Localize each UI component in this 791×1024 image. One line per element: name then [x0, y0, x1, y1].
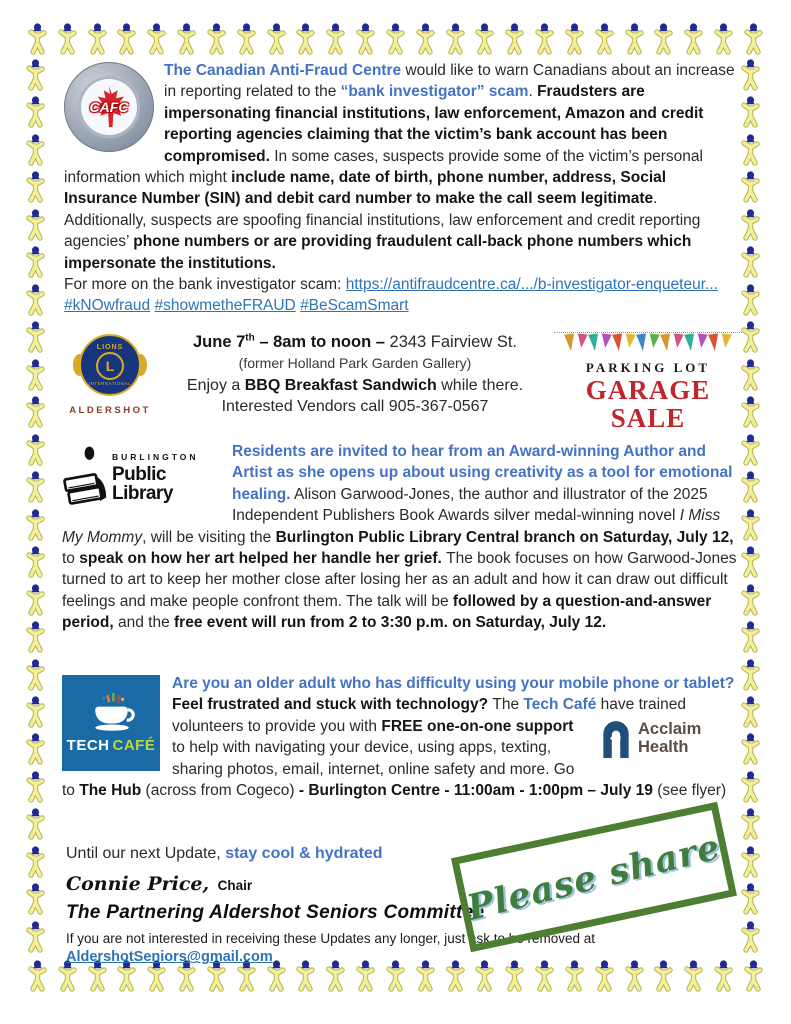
library-city-label: BURLINGTON — [111, 452, 199, 463]
cafc-abbreviation: CAFC — [89, 99, 129, 115]
dancing-star-icon — [25, 920, 46, 954]
dancing-star-icon — [325, 22, 346, 56]
event-bbq-line — [156, 375, 554, 396]
dancing-star-icon — [25, 470, 46, 504]
text-segment: For more on the bank investigator scam: — [64, 276, 346, 294]
acclaim-arch-icon — [600, 718, 632, 758]
pennant-flag-icon — [612, 334, 624, 352]
acclaim-line1: Acclaim — [638, 719, 702, 738]
text-segment: Alison Garwood-Jones, the author and illustrator of the 2025 Independent Publishers Book Awards silver medal-winning novel — [232, 485, 708, 525]
dancing-star-icon — [25, 58, 46, 92]
pennant-flag-icon — [708, 334, 720, 352]
pennant-flag-icon — [672, 334, 683, 349]
text-segment: Are you an older adult who has difficulty using your mobile phone or tablet? — [172, 675, 735, 692]
dancing-star-icon — [87, 22, 108, 56]
dancing-star-icon — [594, 22, 615, 56]
pennant-flag-icon — [624, 334, 635, 349]
dancing-star-icon — [740, 807, 761, 841]
dancing-star-icon — [27, 959, 48, 993]
reader-books-icon — [62, 443, 108, 513]
dancing-star-icon — [740, 695, 761, 729]
hashtag-knowfraud-link[interactable]: #kNOwfraud — [64, 297, 151, 315]
tech-cafe-paragraph — [62, 673, 742, 801]
dancing-star-icon — [25, 807, 46, 841]
unsubscribe-note: If you are not interested in receiving these Updates any longer, just ask to be removed at — [66, 931, 596, 947]
text-segment: Fraudsters are impersonating financial institutions, law enforcement, Amazon and credit reporting agencies claiming that the victim’s bank account has been compromised. — [164, 83, 704, 165]
acclaim-health-wordmark — [638, 720, 701, 756]
text-segment: (former Holland Park Garden Gallery) — [238, 355, 472, 372]
dancing-star-icon — [740, 508, 761, 542]
text-segment: phone numbers or are providing fraudulent call-back phone numbers which impersonate the institutions. — [64, 233, 692, 272]
burlington-public-library-logo — [62, 443, 222, 513]
event-date-line — [156, 332, 554, 353]
dancing-star-icon — [295, 22, 316, 56]
dancing-star-icon — [740, 845, 761, 879]
dancing-star-icon — [740, 283, 761, 317]
dancing-star-icon — [25, 508, 46, 542]
pennant-flag-icon — [660, 334, 672, 352]
cafe-label: CAFÉ — [112, 737, 156, 754]
dancing-star-icon — [740, 545, 761, 579]
tech-label: TECH — [66, 737, 110, 754]
dancing-star-icon — [740, 770, 761, 804]
lions-club-name: ALDERSHOT — [69, 405, 151, 416]
pennant-flag-icon — [720, 334, 731, 349]
dancing-star-icon — [25, 658, 46, 692]
dancing-star-icon — [25, 732, 46, 766]
antifraud-centre-link[interactable]: https://antifraudcentre.ca/.../b-investigator-enqueteur... — [345, 276, 718, 294]
tech-cafe-logo — [62, 675, 160, 771]
dancing-star-icon — [740, 583, 761, 617]
signature-title: Chair — [217, 878, 253, 894]
text-segment: June 7 — [193, 333, 246, 351]
dancing-star-icon — [25, 283, 46, 317]
star-border-top — [27, 22, 764, 56]
text-segment: FREE one-on-one support — [381, 717, 574, 735]
coffee-cup-icon — [85, 693, 137, 735]
text-segment: The book focuses on how Garwood-Jones turned to art to keep her mother close after losing her as an adult and how it can draw out difficult feelings and make people confront them. The talk will be — [62, 550, 737, 610]
dancing-star-icon — [564, 22, 585, 56]
acclaim-line2: Health — [638, 737, 689, 756]
text-segment: BBQ Breakfast Sandwich — [244, 376, 437, 394]
dancing-star-icon — [504, 22, 525, 56]
dancing-star-icon — [25, 882, 46, 916]
pennant-flag-icon — [696, 334, 707, 349]
text-segment: The Canadian Anti-Fraud Centre — [164, 62, 406, 79]
please-share-text: Please share — [463, 825, 725, 929]
dancing-star-icon — [206, 22, 227, 56]
dancing-star-icon — [25, 395, 46, 429]
dancing-star-icon — [740, 170, 761, 204]
dancing-star-icon — [740, 395, 761, 429]
dancing-star-icon — [25, 433, 46, 467]
dancing-star-icon — [740, 208, 761, 242]
dancing-star-icon — [25, 770, 46, 804]
text-segment: while there. — [436, 376, 524, 394]
text-segment: The — [492, 696, 524, 714]
text-segment: Enjoy a — [186, 376, 245, 394]
dancing-star-icon — [740, 320, 761, 354]
text-segment: 2343 Fairview St. — [389, 333, 517, 351]
pennant-flag-icon — [564, 334, 576, 352]
dancing-star-icon — [355, 22, 376, 56]
dancing-star-icon — [25, 845, 46, 879]
text-segment: (see flyer) — [652, 782, 727, 800]
dancing-star-icon — [713, 22, 734, 56]
dancing-star-icon — [25, 170, 46, 204]
text-segment: . — [528, 83, 538, 101]
dancing-star-icon — [534, 22, 555, 56]
text-segment: Burlington Public Library Central branch on Saturday, July 12, — [275, 528, 734, 546]
footer-section — [66, 825, 742, 966]
text-segment: - Burlington Centre - 11:00am - 1:00pm – July 19 — [298, 782, 653, 800]
dancing-star-icon — [146, 22, 167, 56]
dancing-star-icon — [740, 620, 761, 654]
unsubscribe-email-link[interactable]: AldershotSeniors@gmail.com — [66, 949, 273, 966]
cafc-seal-center — [78, 76, 140, 138]
text-segment: speak on how her art helped her handle her grief. — [79, 550, 447, 568]
dancing-star-icon — [740, 95, 761, 129]
dancing-star-icon — [266, 22, 287, 56]
dancing-star-icon — [743, 22, 764, 56]
lions-logo-bottom-text: INTERNATIONAL — [88, 381, 132, 386]
dancing-star-icon — [624, 22, 645, 56]
text-segment: th — [245, 332, 255, 344]
dancing-star-icon — [740, 133, 761, 167]
dancing-star-icon — [415, 22, 436, 56]
hashtag-bescamsmart-link[interactable]: #BeScamSmart — [300, 297, 409, 315]
dancing-star-icon — [740, 920, 761, 954]
text-segment: I Miss My Mommy — [62, 507, 721, 546]
text-segment: have trained volunteers to provide you with — [172, 696, 686, 735]
dancing-star-icon — [740, 58, 761, 92]
text-segment: (across from Cogeco) — [141, 782, 299, 800]
dancing-star-icon — [653, 22, 674, 56]
text-segment: – 8am to noon – — [254, 333, 390, 351]
hashtag-showmethefraud-link[interactable]: #showmetheFRAUD — [154, 297, 296, 315]
star-border-left — [25, 58, 46, 954]
dancing-star-icon — [740, 658, 761, 692]
library-name-label: Public Library — [111, 463, 173, 504]
pennant-flag-icon — [588, 334, 600, 352]
dancing-star-icon — [25, 208, 46, 242]
dancing-star-icon — [57, 22, 78, 56]
dancing-star-icon — [25, 133, 46, 167]
acclaim-health-logo — [600, 718, 742, 758]
dancing-star-icon — [25, 545, 46, 579]
star-border-right — [740, 58, 761, 954]
text-segment: to help with navigating your device, using apps, texting, sharing photos, email, internet, online safety and more. Go to — [62, 739, 575, 800]
pennant-flag-icon — [636, 334, 648, 352]
dancing-star-icon — [743, 959, 764, 993]
pennant-flag-icon — [600, 334, 611, 349]
text-segment: . Additionally, suspects are spoofing financial institutions, law enforcement and credit reporting agencies’ — [64, 190, 701, 251]
lions-emblem-icon — [79, 334, 141, 396]
text-segment: Interested Vendors call 905-367-0567 — [221, 398, 489, 416]
tech-cafe-wordmark — [67, 738, 156, 753]
parking-lot-label: PARKING LOT — [585, 360, 711, 375]
text-segment: and the — [117, 614, 175, 632]
text-segment: stay cool & hydrated — [225, 845, 383, 862]
dancing-star-icon — [25, 358, 46, 392]
dancing-star-icon — [683, 22, 704, 56]
fraud-paragraph — [64, 60, 742, 317]
dancing-star-icon — [740, 732, 761, 766]
dancing-star-icon — [385, 22, 406, 56]
lions-logo-top-text: LIONS — [96, 344, 124, 351]
garage-sale-graphic — [554, 330, 742, 432]
text-segment: “bank investigator” scam — [340, 83, 529, 101]
lions-logo-letter: L — [96, 352, 124, 380]
text-segment: Residents are invited to hear from an Award-winning Author and Artist as she opens up about using creativity as a tool for emotional healing. — [232, 443, 733, 503]
dancing-star-icon — [474, 22, 495, 56]
cafc-seal-icon — [64, 62, 154, 152]
signature-name: Connie Price, — [66, 873, 210, 896]
committee-name: The Partnering Aldershot Seniors Committee — [66, 902, 485, 924]
dancing-star-icon — [25, 620, 46, 654]
pennant-flag-icon — [648, 334, 659, 349]
text-segment: followed by a question-and-answer period, — [62, 592, 712, 632]
text-segment: The Hub — [79, 782, 142, 800]
lions-event-details — [156, 330, 554, 418]
tech-cafe-section — [62, 673, 742, 801]
dancing-star-icon — [25, 695, 46, 729]
text-segment: would like to warn Canadians about an increase in reporting related to the — [164, 62, 735, 101]
lions-club-logo — [64, 330, 156, 416]
dancing-star-icon — [740, 245, 761, 279]
dancing-star-icon — [740, 470, 761, 504]
dancing-star-icon — [740, 433, 761, 467]
fraud-alert-section — [64, 60, 742, 317]
pennant-flag-icon — [576, 334, 587, 349]
dancing-star-icon — [116, 22, 137, 56]
dancing-star-icon — [25, 95, 46, 129]
library-author-talk-section — [62, 441, 742, 634]
event-vendor-line — [156, 396, 554, 417]
text-segment: Tech Café — [523, 696, 597, 714]
dancing-star-icon — [176, 22, 197, 56]
pennant-flag-icon — [684, 334, 696, 352]
text-segment: In some cases, suspects provide some of the victim’s personal information which might — [64, 147, 703, 187]
dancing-star-icon — [27, 22, 48, 56]
library-logo-text — [112, 453, 222, 503]
text-segment: include name, date of birth, phone number, address, Social Insurance Number (SIN) and debit card number to make the call seem legitimate — [64, 169, 667, 208]
event-location-note — [156, 353, 554, 374]
dancing-star-icon — [445, 22, 466, 56]
text-segment: free event will run from 2 to 3:30 p.m. on Saturday, July 12. — [174, 614, 607, 632]
text-segment: to — [62, 550, 80, 568]
dancing-star-icon — [25, 583, 46, 617]
pennant-banner-icon — [554, 332, 742, 356]
lions-garage-sale-section — [64, 330, 742, 432]
text-segment: Until our next Update, — [66, 845, 226, 862]
garage-sale-label: GARAGE SALE — [585, 375, 711, 433]
text-segment: , will be visiting the — [142, 528, 276, 546]
dancing-star-icon — [236, 22, 257, 56]
dancing-star-icon — [740, 882, 761, 916]
dancing-star-icon — [25, 245, 46, 279]
text-segment: Feel frustrated and stuck with technology? — [172, 696, 493, 714]
dancing-star-icon — [25, 320, 46, 354]
dancing-star-icon — [740, 358, 761, 392]
